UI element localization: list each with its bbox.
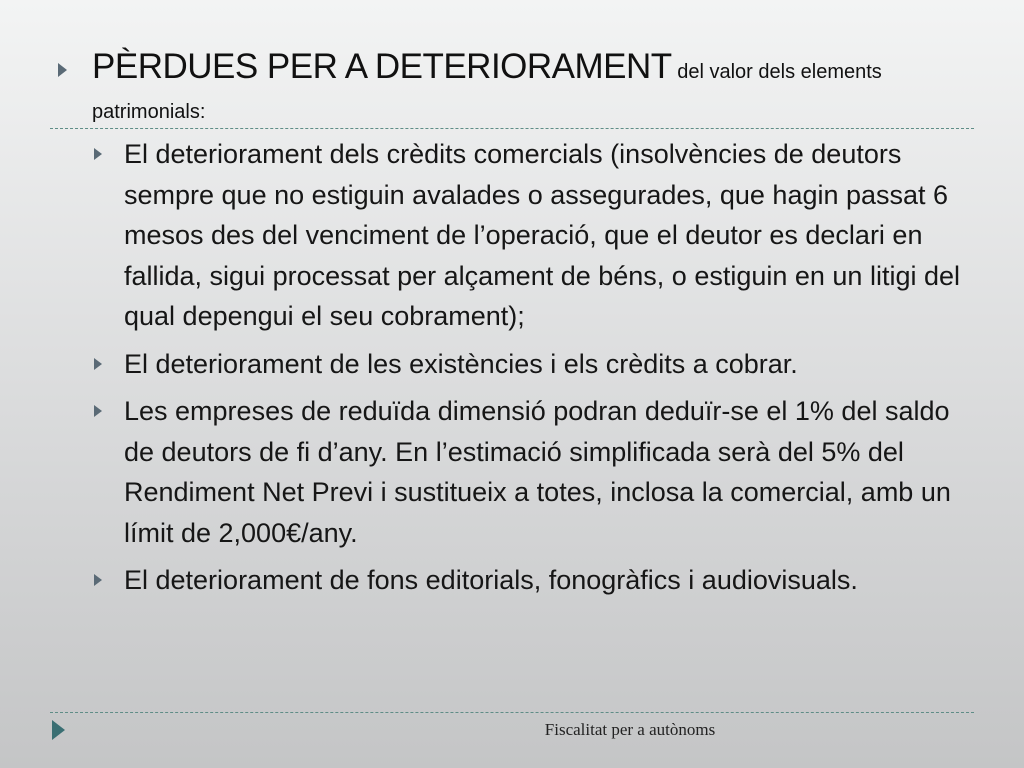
triangle-bullet-icon bbox=[94, 148, 102, 160]
list-item bbox=[92, 391, 972, 553]
triangle-bullet-icon bbox=[58, 63, 67, 77]
list-item-text: El deteriorament de fons editorials, fonogràfics i audiovisuals. bbox=[124, 565, 858, 595]
top-divider bbox=[50, 128, 974, 129]
title-main: PÈRDUES PER A DETERIORAMENT bbox=[92, 47, 672, 86]
list-item-text: El deteriorament dels crèdits comercials (insolvències de deutors sempre que no estiguin avalades o assegurades, que hagin passat 6 mesos des del venciment de l’operació, que el deutor es declari en fallida, sigui processat per alçament de béns, o estiguin en un litigi del qual depengui el seu cobrament); bbox=[124, 139, 960, 331]
triangle-bullet-icon bbox=[94, 574, 102, 586]
list-item bbox=[92, 134, 972, 337]
bottom-divider bbox=[50, 712, 974, 713]
list-item-text: El deteriorament de les existències i els crèdits a cobrar. bbox=[124, 348, 798, 379]
list-item bbox=[92, 344, 972, 385]
list-item bbox=[92, 560, 972, 601]
bullet-list bbox=[92, 134, 972, 608]
triangle-bullet-icon bbox=[94, 405, 102, 417]
title-sub: del valor dels elements patrimonials: bbox=[92, 61, 882, 123]
play-arrow-icon bbox=[52, 720, 65, 740]
slide-title bbox=[58, 48, 978, 133]
triangle-bullet-icon bbox=[94, 358, 102, 370]
list-item-text: Les empreses de reduïda dimensió podran deduïr-se el 1% del saldo de deutors de fi d’any. En l’estimació simplificada serà del 5% del Rendiment Net Previ i sustitueix a totes, inclosa la comercial, amb un límit de 2,000€/any. bbox=[124, 396, 951, 548]
footer-text: Fiscalitat per a autònoms bbox=[544, 720, 716, 739]
